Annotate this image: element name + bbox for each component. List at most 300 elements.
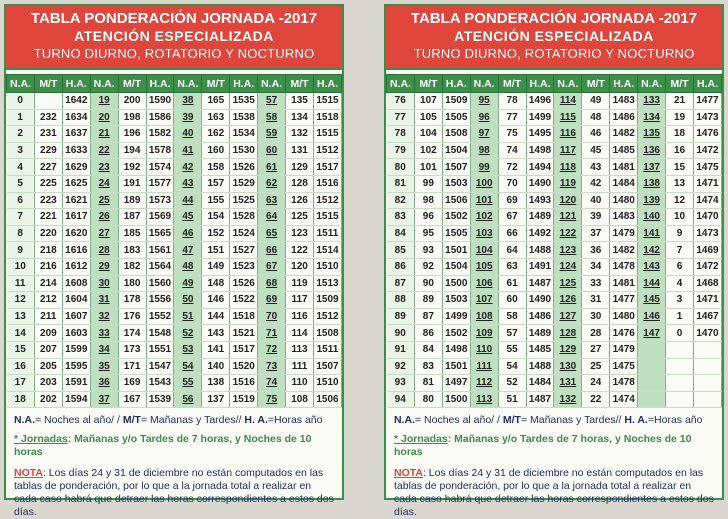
table-cell: 1503 [442, 175, 470, 192]
table-cell: 13 [666, 175, 694, 192]
jornadas-label: * Jornadas [394, 433, 448, 446]
table-cell: 114 [554, 93, 582, 110]
table-cell: 117 [554, 142, 582, 159]
table-cell: 92 [387, 358, 415, 375]
table-cell: 1508 [442, 126, 470, 143]
jornadas-text: : Mañanas y/o Tardes de 7 horas, y Noches de 10 horas [394, 433, 692, 459]
table-cell: 198 [118, 109, 146, 126]
table-cell: 28 [90, 242, 118, 259]
table-cell: 35 [90, 358, 118, 375]
legend-mt-key: M/T [502, 414, 521, 427]
table-cell: 129 [286, 159, 314, 176]
table-cell: 89 [414, 292, 442, 309]
table-cell: 1625 [62, 175, 90, 192]
table-cell: 162 [202, 126, 230, 143]
table-row [387, 292, 722, 309]
table-cell: 1586 [146, 109, 174, 126]
table-cell: 1499 [442, 308, 470, 325]
table-cell: 106 [470, 275, 498, 292]
table-cell: 81 [387, 175, 415, 192]
table-cell: 1471 [693, 175, 721, 192]
column-header: M/T [286, 75, 314, 93]
table-cell: 61 [498, 275, 526, 292]
table-cell: 1569 [146, 209, 174, 226]
table-cell: 152 [202, 225, 230, 242]
table-cell: 141 [202, 341, 230, 358]
table-cell: 86 [387, 258, 415, 275]
table-cell: 229 [34, 142, 62, 159]
column-header: N.A. [7, 75, 35, 93]
table-cell: 11 [7, 275, 35, 292]
table-cell: 107 [414, 93, 442, 110]
legend-na-text: = Noches al año/ / [35, 414, 120, 427]
table-cell: 1582 [146, 126, 174, 143]
table-cell: 51 [174, 308, 202, 325]
legend [14, 414, 336, 427]
table-cell: 1504 [442, 142, 470, 159]
table-row [387, 341, 722, 358]
table-cell: 1577 [146, 175, 174, 192]
table-cell: 0 [7, 93, 35, 110]
table-cell: 1490 [526, 175, 554, 192]
table-cell: 1503 [442, 292, 470, 309]
table-cell: 34 [582, 258, 610, 275]
column-header: H.A. [146, 75, 174, 93]
table-cell: 102 [414, 142, 442, 159]
table-cell: 1493 [526, 192, 554, 209]
table-cell: 1578 [146, 142, 174, 159]
table-cell: 1556 [146, 292, 174, 309]
table-cell: 93 [414, 242, 442, 259]
legend-na-key: N.A. [394, 414, 415, 427]
table-cell: 1510 [313, 258, 341, 275]
table-cell: 103 [470, 225, 498, 242]
table-cell: 98 [470, 142, 498, 159]
column-header: H.A. [526, 75, 554, 93]
table-cell: 1484 [526, 375, 554, 392]
column-header: N.A. [174, 75, 202, 93]
column-header: N.A. [387, 75, 415, 93]
table-cell: 39 [174, 109, 202, 126]
table-cell: 100 [470, 175, 498, 192]
table-cell: 1629 [62, 159, 90, 176]
table-cell: 144 [202, 308, 230, 325]
table-row [7, 126, 342, 143]
table-cell: 1521 [230, 325, 258, 342]
table-cell: 1484 [610, 175, 638, 192]
table-cell: 192 [118, 159, 146, 176]
table-cell: 8 [7, 225, 35, 242]
table-cell: 31 [90, 292, 118, 309]
table-cell: 1612 [62, 258, 90, 275]
table-cell: 110 [286, 375, 314, 392]
table-cell: 108 [286, 391, 314, 408]
column-header: H.A. [693, 75, 721, 93]
table-cell: 16 [7, 358, 35, 375]
table-cell: 200 [118, 93, 146, 110]
column-header: M/T [414, 75, 442, 93]
table-cell: 25 [582, 358, 610, 375]
table-cell: 104 [414, 126, 442, 143]
table-cell: 1468 [693, 275, 721, 292]
table-cell: 75 [498, 126, 526, 143]
table-cell: 122 [286, 242, 314, 259]
table-cell: 15 [666, 159, 694, 176]
table-row [387, 175, 722, 192]
table-cell: 1528 [230, 209, 258, 226]
table-cell: 44 [174, 192, 202, 209]
table-row [387, 258, 722, 275]
jornadas-note [14, 433, 336, 459]
table-cell: 223 [34, 192, 62, 209]
table-cell: 0 [666, 325, 694, 342]
table-cell: 1477 [693, 93, 721, 110]
table-cell: 123 [554, 242, 582, 259]
table-cell: 189 [118, 192, 146, 209]
table-cell: 96 [414, 209, 442, 226]
nota-label: NOTA [394, 467, 423, 480]
table-cell: 1520 [230, 358, 258, 375]
table-cell: 1483 [610, 93, 638, 110]
table-cell: 1498 [526, 142, 554, 159]
table-cell: 1475 [693, 159, 721, 176]
table-cell: 133 [638, 93, 666, 110]
weighting-table [6, 74, 342, 408]
table-cell: 68 [258, 275, 286, 292]
table-cell [666, 341, 694, 358]
table-cell: 79 [387, 142, 415, 159]
table-cell: 1512 [313, 142, 341, 159]
table-cell: 52 [174, 325, 202, 342]
table-cell: 209 [34, 325, 62, 342]
left-card [4, 4, 344, 519]
table-cell: 180 [118, 275, 146, 292]
table-cell: 33 [90, 325, 118, 342]
table-cell: 1617 [62, 209, 90, 226]
table-cell: 136 [638, 142, 666, 159]
table-cell: 30 [90, 275, 118, 292]
table-cell: 144 [638, 275, 666, 292]
table-cell: 1526 [230, 275, 258, 292]
table-cell: 116 [554, 126, 582, 143]
table-cell: 1479 [610, 225, 638, 242]
column-header: H.A. [442, 75, 470, 93]
legend-na-key: N.A. [14, 414, 35, 427]
column-header: N.A. [470, 75, 498, 93]
table-cell: 99 [414, 175, 442, 192]
table-cell: 81 [414, 375, 442, 392]
table-cell: 92 [414, 258, 442, 275]
table-cell [693, 341, 721, 358]
legend-na-text: = Noches al año/ / [415, 414, 500, 427]
table-cell: 154 [202, 209, 230, 226]
table-cell: 131 [286, 142, 314, 159]
table-cell: 1573 [146, 192, 174, 209]
table-cell: 24 [90, 175, 118, 192]
table-cell: 174 [118, 325, 146, 342]
table-cell: 146 [638, 308, 666, 325]
table-cell: 77 [498, 109, 526, 126]
table-cell: 51 [498, 391, 526, 408]
table-cell: 1501 [442, 358, 470, 375]
table-cell: 10 [7, 258, 35, 275]
table-cell: 77 [387, 109, 415, 126]
table-cell: 1604 [62, 292, 90, 309]
table-cell: 1497 [442, 375, 470, 392]
table-cell: 63 [258, 192, 286, 209]
table-cell: 1480 [610, 308, 638, 325]
table-cell: 104 [470, 242, 498, 259]
legend-mt-text: = Mañanas y Tardes// [140, 414, 242, 427]
table-cell: 151 [202, 242, 230, 259]
table-cell [693, 391, 721, 408]
table-cell: 16 [666, 142, 694, 159]
jornadas-note [394, 433, 716, 459]
table-cell: 149 [202, 258, 230, 275]
table-cell: 54 [174, 358, 202, 375]
table-cell: 1473 [693, 225, 721, 242]
table-cell: 18 [666, 126, 694, 143]
table-cell: 163 [202, 109, 230, 126]
table-cell [638, 375, 666, 392]
table-cell: 27 [582, 341, 610, 358]
table-cell: 1543 [146, 375, 174, 392]
table-cell: 90 [414, 275, 442, 292]
table-cell: 171 [118, 358, 146, 375]
table-cell: 1522 [230, 292, 258, 309]
table-cell: 207 [34, 341, 62, 358]
table-row [7, 209, 342, 226]
table-cell: 216 [34, 258, 62, 275]
table-cell: 84 [387, 225, 415, 242]
table-cell: 32 [90, 308, 118, 325]
table-cell: 119 [554, 175, 582, 192]
table-cell: 134 [638, 109, 666, 126]
table-cell: 1512 [313, 192, 341, 209]
table-cell: 1534 [230, 126, 258, 143]
table-cell: 80 [387, 159, 415, 176]
table-cell: 89 [387, 308, 415, 325]
table-cell: 86 [414, 325, 442, 342]
table-cell: 129 [554, 341, 582, 358]
table-cell: 48 [582, 109, 610, 126]
header [386, 6, 722, 70]
table-cell: 1477 [610, 292, 638, 309]
table-cell: 65 [258, 225, 286, 242]
table-cell: 1507 [442, 159, 470, 176]
legend-mt-text: = Mañanas y Tardes// [520, 414, 622, 427]
table-cell: 107 [470, 292, 498, 309]
table-cell: 220 [34, 225, 62, 242]
table-cell: 1505 [442, 109, 470, 126]
table-cell: 41 [174, 142, 202, 159]
table-cell: 9 [666, 225, 694, 242]
table-cell: 137 [202, 391, 230, 408]
table-cell: 1483 [610, 209, 638, 226]
table-cell: 73 [258, 358, 286, 375]
table-cell: 1527 [230, 242, 258, 259]
table-cell: 113 [286, 341, 314, 358]
table-cell: 52 [498, 375, 526, 392]
table-cell: 113 [470, 391, 498, 408]
table-cell: 212 [34, 292, 62, 309]
column-header: H.A. [230, 75, 258, 93]
table-cell: 24 [582, 375, 610, 392]
legend-ha-text: =Horas año [647, 414, 703, 427]
table-cell: 9 [7, 242, 35, 259]
table-cell: 7 [666, 242, 694, 259]
table-cell [666, 375, 694, 392]
table-cell: 1515 [313, 126, 341, 143]
notes [6, 408, 342, 519]
table-cell: 116 [286, 308, 314, 325]
table-cell: 95 [414, 225, 442, 242]
table-cell: 1481 [610, 159, 638, 176]
table-cell: 1523 [230, 258, 258, 275]
table-cell: 1551 [146, 341, 174, 358]
table-cell: 58 [258, 109, 286, 126]
jornadas-text: : Mañanas y/o Tardes de 7 horas, y Noches de 10 horas [14, 433, 312, 459]
column-header: N.A. [554, 75, 582, 93]
table-cell: 60 [258, 142, 286, 159]
table-cell: 1547 [146, 358, 174, 375]
table-cell: 6 [7, 192, 35, 209]
table-cell: 1526 [230, 159, 258, 176]
table-cell: 48 [174, 258, 202, 275]
table-cell: 1512 [313, 308, 341, 325]
table-cell: 37 [582, 225, 610, 242]
table-cell: 1525 [230, 192, 258, 209]
table-cell: 43 [174, 175, 202, 192]
table-cell: 196 [118, 126, 146, 143]
table-cell: 1489 [526, 209, 554, 226]
table-cell: 1599 [62, 341, 90, 358]
table-cell: 1490 [526, 292, 554, 309]
table-cell: 15 [7, 341, 35, 358]
table-cell: 1498 [442, 341, 470, 358]
table-cell: 5 [7, 175, 35, 192]
column-header: M/T [582, 75, 610, 93]
table-cell: 1595 [62, 358, 90, 375]
table-cell [666, 391, 694, 408]
table-cell: 39 [582, 209, 610, 226]
table-cell: 1480 [610, 192, 638, 209]
table-row [387, 242, 722, 259]
table-cell: 83 [387, 209, 415, 226]
table-cell: 158 [202, 159, 230, 176]
table-cell: 101 [414, 159, 442, 176]
table-cell: 4 [666, 275, 694, 292]
table-cell: 1500 [442, 391, 470, 408]
table-cell: 214 [34, 275, 62, 292]
table-row [7, 242, 342, 259]
table-cell: 69 [498, 192, 526, 209]
table-cell: 1501 [442, 242, 470, 259]
table-cell: 1616 [62, 242, 90, 259]
table-cell: 143 [638, 258, 666, 275]
table-cell: 1548 [146, 325, 174, 342]
header-title: TABLA PONDERACIÓN JORNADA -2017 [410, 10, 698, 27]
table-cell: 165 [202, 93, 230, 110]
table-cell: 1561 [146, 242, 174, 259]
table-cell: 37 [90, 391, 118, 408]
table-cell: 160 [202, 142, 230, 159]
table-cell [638, 341, 666, 358]
table-row [7, 93, 342, 110]
table-cell: 1470 [693, 209, 721, 226]
jornadas-label: * Jornadas [14, 433, 68, 446]
table-cell: 74 [498, 142, 526, 159]
table-cell: 1486 [526, 308, 554, 325]
table-cell: 1515 [313, 93, 341, 110]
table-row [7, 175, 342, 192]
table-cell: 6 [666, 258, 694, 275]
table-cell: 70 [498, 175, 526, 192]
table-cell: 137 [638, 159, 666, 176]
table-cell: 1502 [442, 209, 470, 226]
table-cell: 125 [286, 209, 314, 226]
table-cell: 98 [414, 192, 442, 209]
table-cell: 211 [34, 308, 62, 325]
table-cell: 1513 [313, 275, 341, 292]
table-row [7, 391, 342, 408]
table-cell: 50 [174, 292, 202, 309]
table-cell: 25 [90, 192, 118, 209]
table-cell: 120 [554, 192, 582, 209]
table-cell: 78 [387, 126, 415, 143]
table-cell: 111 [286, 358, 314, 375]
table-cell: 1538 [230, 109, 258, 126]
table-cell: 1514 [313, 242, 341, 259]
table-cell: 138 [638, 175, 666, 192]
column-header: M/T [118, 75, 146, 93]
table-cell: 71 [258, 325, 286, 342]
table-cell: 1524 [230, 225, 258, 242]
table-row [387, 308, 722, 325]
table-cell: 1489 [526, 325, 554, 342]
table-cell: 1508 [313, 325, 341, 342]
table-cell: 1474 [610, 391, 638, 408]
table-cell: 218 [34, 242, 62, 259]
table-cell: 1511 [313, 225, 341, 242]
table-row [387, 209, 722, 226]
table-header-row [7, 75, 342, 93]
table-cell: 54 [498, 358, 526, 375]
table-cell: 21 [666, 93, 694, 110]
table-cell: 59 [258, 126, 286, 143]
table-row [387, 109, 722, 126]
table-cell [693, 358, 721, 375]
table-cell: 40 [582, 192, 610, 209]
table-cell: 10 [666, 209, 694, 226]
table-cell: 1517 [230, 341, 258, 358]
nota [14, 467, 336, 519]
table-cell: 1621 [62, 192, 90, 209]
table-cell: 38 [174, 93, 202, 110]
table-cell: 97 [470, 126, 498, 143]
table-cell: 187 [118, 209, 146, 226]
table-cell: 1496 [526, 93, 554, 110]
table-cell: 139 [638, 192, 666, 209]
table-cell: 88 [387, 292, 415, 309]
table-row [7, 292, 342, 309]
table-cell: 146 [202, 292, 230, 309]
table-cell: 185 [118, 225, 146, 242]
table-cell: 60 [498, 292, 526, 309]
table-cell: 26 [90, 209, 118, 226]
table-cell: 1500 [442, 275, 470, 292]
table-cell: 1476 [693, 126, 721, 143]
